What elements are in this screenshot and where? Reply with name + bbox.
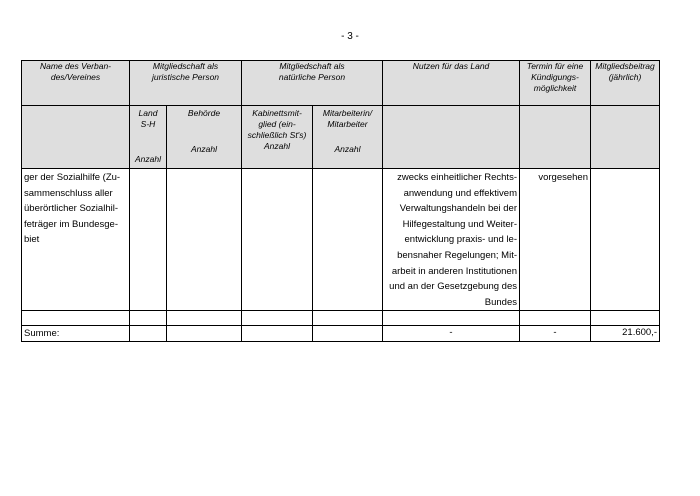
subheader-land-anzahl: Anzahl [135,154,161,164]
subheader-beitrag-empty [591,106,660,169]
summe-beitrag: 21.600,- [591,326,660,342]
summe-label: Summe: [22,326,130,342]
page-number: - 3 - [341,31,359,42]
summe-nutzen: - [383,326,520,342]
summe-termin: - [520,326,591,342]
header-natuerliche-person: Mitgliedschaft als natürliche Person [242,61,383,106]
cell-termin: vorgesehen [520,169,591,311]
subheader-mitarbeiter-anzahl: Anzahl [334,144,361,154]
subheader-kabinett: Kabinettsmit- glied (ein- schließlich St's) Anzahl [242,106,313,169]
cell-mitarbeiter [313,169,383,311]
cell-land [130,169,167,311]
subheader-land: Land S-H Anzahl [130,106,167,169]
subheader-name-empty [22,106,130,169]
subheader-mitarbeiter: Mitarbeiterin/ Mitarbeiter Anzahl [313,106,383,169]
cell-beitrag [591,169,660,311]
header-name: Name des Verban- des/Vereines [22,61,130,106]
subheader-row [22,106,660,169]
subheader-termin-empty [520,106,591,169]
cell-kabinett [242,169,313,311]
subheader-behoerde-anzahl: Anzahl [191,144,217,154]
cell-behoerde [167,169,242,311]
cell-nutzen: zwecks einheitlicher Rechts- anwendung und effektivem Verwaltungshandeln bei der Hilfegestaltung und Weiter- entwicklung praxis- und le- bensnaher Regelungen; Mit- arbeit in anderen Institutionen und an der Gesetzgebung des Bundes [383,169,520,311]
subheader-behoerde: Behörde Anzahl [167,106,242,169]
cell-name: ger der Sozialhilfe (Zu- sammenschluss aller überörtlicher Sozialhil- feträger im Bundesge- biet [22,169,130,311]
header-termin: Termin für eine Kündigungs- möglichkeit [520,61,591,106]
membership-table [21,60,660,342]
header-juristische-person: Mitgliedschaft als juristische Person [130,61,242,106]
subheader-nutzen-empty [383,106,520,169]
header-nutzen: Nutzen für das Land [383,61,520,106]
summe-row [22,326,660,342]
table-row [22,169,660,311]
empty-row [22,311,660,326]
header-beitrag: Mitgliedsbeitrag (jährlich) [591,61,660,106]
header-row [22,61,660,106]
